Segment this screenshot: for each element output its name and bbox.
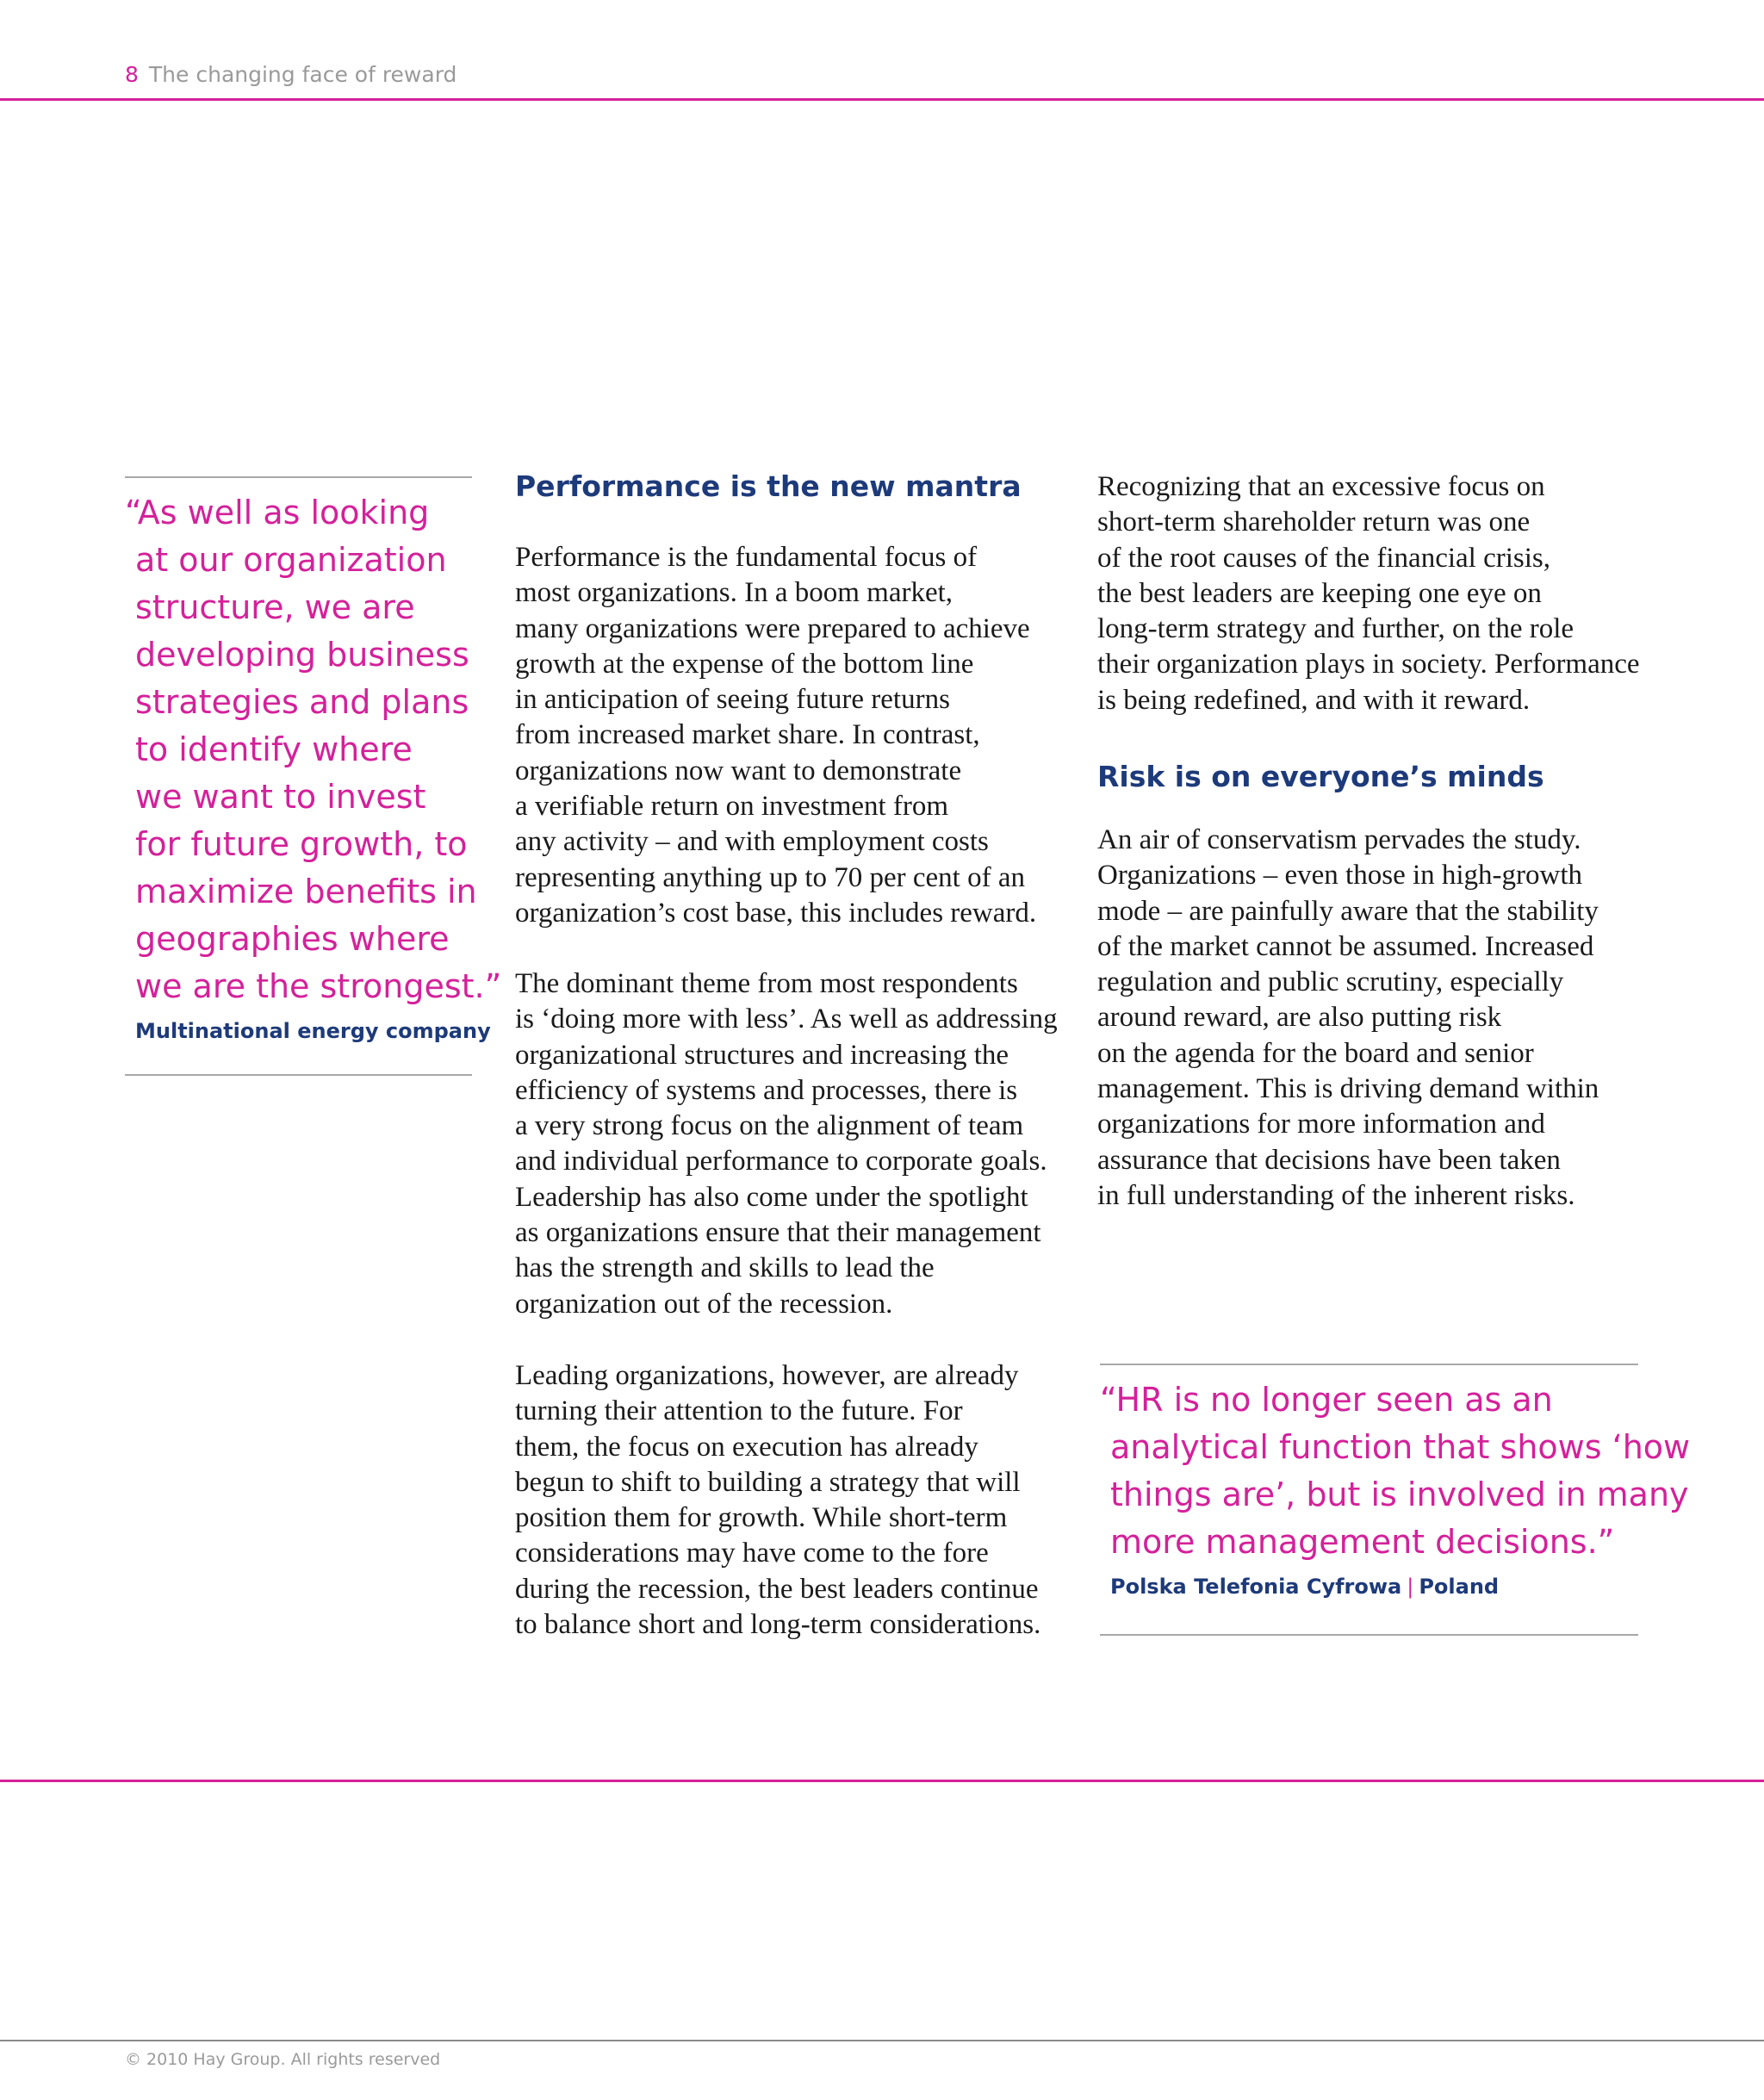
- pull-quote-line: structure, we are: [135, 588, 415, 626]
- text-line: a verifiable return on investment from: [515, 791, 949, 823]
- attribution-separator: |: [1407, 1575, 1414, 1599]
- paragraph: [515, 540, 1036, 931]
- text-line: around reward, are also putting risk: [1097, 1002, 1502, 1034]
- text-line: any activity – and with employment costs: [515, 826, 989, 858]
- text-line: efficiency of systems and processes, there is: [515, 1074, 1018, 1106]
- text-line: Organizations – even those in high-growth: [1097, 860, 1583, 892]
- text-line: mode – are painfully aware that the stability: [1097, 895, 1599, 927]
- text-line: organizations for more information and: [1097, 1109, 1545, 1140]
- attribution-country: Poland: [1419, 1575, 1500, 1599]
- text-line: has the strength and skills to lead the: [515, 1252, 935, 1284]
- pull-quote-line: geographies where: [135, 920, 450, 958]
- text-line: is ‘doing more with less’. As well as addressing: [515, 1003, 1058, 1035]
- pull-quote-line: “As well as looking: [125, 494, 430, 531]
- pull-quote-line: we want to invest: [135, 778, 426, 816]
- text-line: position them for growth. While short-term: [515, 1502, 1008, 1534]
- text-line: organizations now want to demonstrate: [515, 755, 962, 786]
- text-line: during the recession, the best leaders continue: [515, 1573, 1039, 1605]
- pull-quote-line: strategies and plans: [135, 683, 469, 721]
- paragraph: [515, 966, 1058, 1322]
- text-line: The dominant theme from most respondents: [515, 968, 1018, 999]
- attribution-organization: Polska Telefonia Cyfrowa: [1110, 1575, 1402, 1599]
- text-line: assurance that decisions have been taken: [1097, 1144, 1561, 1176]
- page-number: 8: [125, 62, 139, 87]
- section-heading-risk: Risk is on everyone’s minds: [1097, 760, 1544, 793]
- text-line: regulation and public scrutiny, especially: [1097, 966, 1564, 998]
- section-heading-performance: Performance is the new mantra: [515, 469, 1022, 503]
- pull-quote-line: at our organization: [135, 541, 447, 579]
- text-line: management. This is driving demand within: [1097, 1073, 1599, 1105]
- pull-quote-right: [1100, 1376, 1690, 1599]
- paragraph: [1097, 823, 1599, 1214]
- text-line: organization out of the recession.: [515, 1288, 893, 1320]
- text-line: long-term strategy and further, on the role: [1097, 613, 1575, 645]
- text-line: of the market cannot be assumed. Increased: [1097, 930, 1594, 962]
- text-line: to balance short and long-term considerations.: [515, 1609, 1041, 1641]
- pull-quote-line: “HR is no longer seen as an: [1100, 1381, 1553, 1419]
- footer-rule-gray: [0, 2040, 1764, 2041]
- text-line: organization’s cost base, this includes reward.: [515, 897, 1037, 929]
- text-line: them, the focus on execution has already: [515, 1431, 978, 1463]
- text-line: many organizations were prepared to achieve: [515, 612, 1030, 644]
- pull-quote-line: to identify where: [135, 730, 413, 768]
- quote-right-bottom-rule: [1100, 1634, 1638, 1636]
- text-line: organizational structures and increasing the: [515, 1039, 1009, 1071]
- text-line: of the root causes of the financial crisis,: [1097, 542, 1550, 574]
- text-line: in full understanding of the inherent risks.: [1097, 1179, 1575, 1211]
- pull-quote-left: [125, 489, 501, 1043]
- text-line: most organizations. In a boom market,: [515, 577, 953, 609]
- quote-left-bottom-rule: [125, 1074, 472, 1076]
- text-line: considerations may have come to the fore: [515, 1538, 989, 1569]
- text-line: on the agenda for the board and senior: [1097, 1037, 1534, 1069]
- text-line: begun to shift to building a strategy that will: [515, 1466, 1021, 1498]
- pull-quote-line: analytical function that shows ‘how: [1110, 1428, 1691, 1466]
- text-line: a very strong focus on the alignment of team: [515, 1110, 1024, 1142]
- text-line: is being redefined, and with it reward.: [1097, 684, 1531, 716]
- quote-left-top-rule: [125, 476, 472, 478]
- text-line: as organizations ensure that their management: [515, 1217, 1041, 1249]
- pull-quote-attribution: [1100, 1575, 1690, 1599]
- text-line: short-term shareholder return was one: [1097, 506, 1531, 538]
- pull-quote-line: more management decisions.”: [1110, 1523, 1615, 1561]
- text-line: turning their attention to the future. For: [515, 1395, 963, 1427]
- paragraph: [1097, 469, 1640, 718]
- pull-quote-line: maximize benefits in: [135, 873, 477, 910]
- pull-quote-line: things are’, but is involved in many: [1110, 1476, 1689, 1513]
- footer-rule-pink: [0, 1780, 1764, 1782]
- text-line: Leading organizations, however, are already: [515, 1360, 1019, 1391]
- text-line: from increased market share. In contrast,: [515, 719, 980, 751]
- text-line: their organization plays in society. Performance: [1097, 649, 1640, 680]
- text-line: in anticipation of seeing future returns: [515, 684, 950, 716]
- pull-quote-line: for future growth, to: [135, 825, 468, 863]
- text-line: Leadership has also come under the spotlight: [515, 1181, 1028, 1213]
- text-line: representing anything up to 70 per cent of an: [515, 861, 1025, 893]
- header-rule: [0, 98, 1764, 101]
- text-line: Performance is the fundamental focus of: [515, 542, 978, 573]
- text-line: the best leaders are keeping one eye on: [1097, 577, 1542, 609]
- running-head: [125, 62, 457, 87]
- pull-quote-line: we are the strongest.”: [135, 967, 502, 1005]
- running-head-title: The changing face of reward: [148, 62, 457, 87]
- copyright-notice: © 2010 Hay Group. All rights reserved: [125, 2050, 441, 2069]
- pull-quote-attribution: Multinational energy company: [135, 1019, 491, 1043]
- quote-right-top-rule: [1100, 1364, 1638, 1365]
- text-line: Recognizing that an excessive focus on: [1097, 471, 1545, 502]
- text-line: and individual performance to corporate goals.: [515, 1146, 1047, 1177]
- pull-quote-line: developing business: [135, 636, 469, 674]
- paragraph: [515, 1358, 1040, 1643]
- text-line: An air of conservatism pervades the study.: [1097, 824, 1581, 855]
- text-line: growth at the expense of the bottom line: [515, 648, 974, 680]
